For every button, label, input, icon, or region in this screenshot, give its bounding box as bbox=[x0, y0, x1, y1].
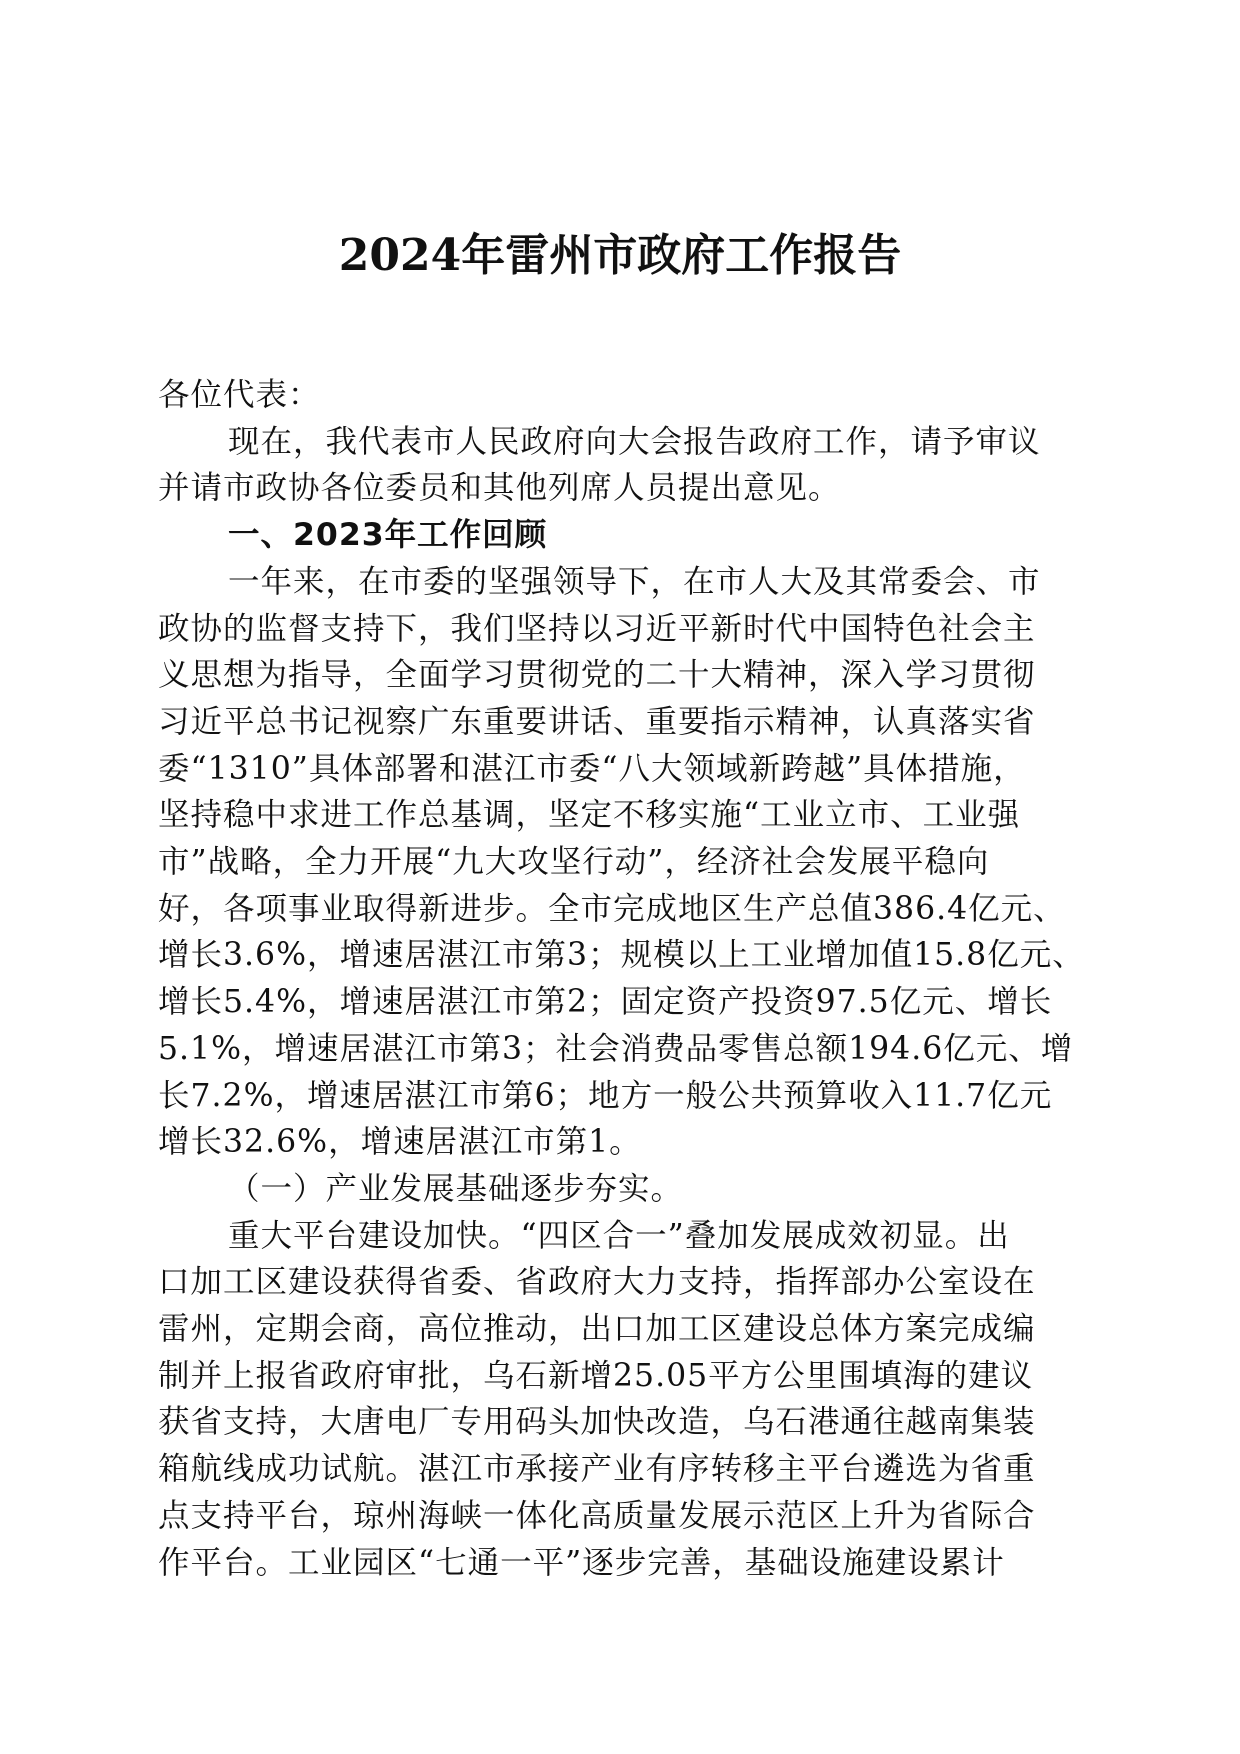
text-line: 好，各项事业取得新进步。全市完成地区生产总值386.4亿元、 bbox=[158, 890, 1066, 927]
text-line: 点支持平台，琼州海峡一体化高质量发展示范区上升为省际合 bbox=[158, 1497, 1036, 1534]
text-line: 5.1%，增速居湛江市第3；社会消费品零售总额194.6亿元、增 bbox=[158, 1030, 1074, 1067]
text-line: 习近平总书记视察广东重要讲话、重要指示精神，认真落实省 bbox=[158, 703, 1036, 740]
text-line: 雷州，定期会商，高位推动，出口加工区建设总体方案完成编 bbox=[158, 1311, 1036, 1348]
text-line: 并请市政协各位委员和其他列席人员提出意见。 bbox=[158, 470, 841, 507]
text-line: 政协的监督支持下，我们坚持以习近平新时代中国特色社会主 bbox=[158, 610, 1036, 647]
text-line: 委“1310”具体部署和湛江市委“八大领域新跨越”具体措施， bbox=[158, 750, 1026, 787]
text-line: 现在，我代表市人民政府向大会报告政府工作，请予审议 bbox=[228, 423, 1041, 460]
text-line: 坚持稳中求进工作总基调，坚定不移实施“工业立市、工业强 bbox=[158, 797, 1021, 834]
text-line: 一年来，在市委的坚强领导下，在市人大及其常委会、市 bbox=[228, 563, 1041, 600]
document-body bbox=[158, 372, 1090, 1586]
text-line: 增长3.6%，增速居湛江市第3；规模以上工业增加值15.8亿元、 bbox=[158, 937, 1085, 974]
text-line: 增长5.4%，增速居湛江市第2；固定资产投资97.5亿元、增长 bbox=[158, 984, 1053, 1021]
text-line: 义思想为指导，全面学习贯彻党的二十大精神，深入学习贯彻 bbox=[158, 657, 1036, 694]
text-line: 增长32.6%，增速居湛江市第1。 bbox=[158, 1124, 642, 1161]
text-line: 获省支持，大唐电厂专用码头加快改造，乌石港通往越南集装 bbox=[158, 1404, 1036, 1441]
text-line: 重大平台建设加快。“四区合一”叠加发展成效初显。出 bbox=[228, 1217, 1010, 1254]
section-heading: 一、2023年工作回顾 bbox=[228, 517, 548, 554]
text-line: 口加工区建设获得省委、省政府大力支持，指挥部办公室设在 bbox=[158, 1264, 1036, 1301]
text-line: 市”战略，全力开展“九大攻坚行动”，经济社会发展平稳向 bbox=[158, 844, 990, 881]
intro-paragraph bbox=[158, 419, 1090, 512]
page-title: 2024年雷州市政府工作报告 bbox=[338, 230, 902, 281]
platform-paragraph bbox=[158, 1213, 1090, 1587]
salutation: 各位代表： bbox=[158, 377, 321, 413]
subsection-heading: （一）产业发展基础逐步夯实。 bbox=[228, 1170, 684, 1207]
text-line: 箱航线成功试航。湛江市承接产业有序转移主平台遴选为省重 bbox=[158, 1451, 1036, 1488]
text-line: 制并上报省政府审批，乌石新增25.05平方公里围填海的建议 bbox=[158, 1357, 1034, 1394]
text-line: 长7.2%，增速居湛江市第6；地方一般公共预算收入11.7亿元 bbox=[158, 1077, 1053, 1114]
review-paragraph bbox=[158, 559, 1090, 1166]
text-line: 作平台。工业园区“七通一平”逐步完善，基础设施建设累计 bbox=[158, 1544, 1005, 1581]
